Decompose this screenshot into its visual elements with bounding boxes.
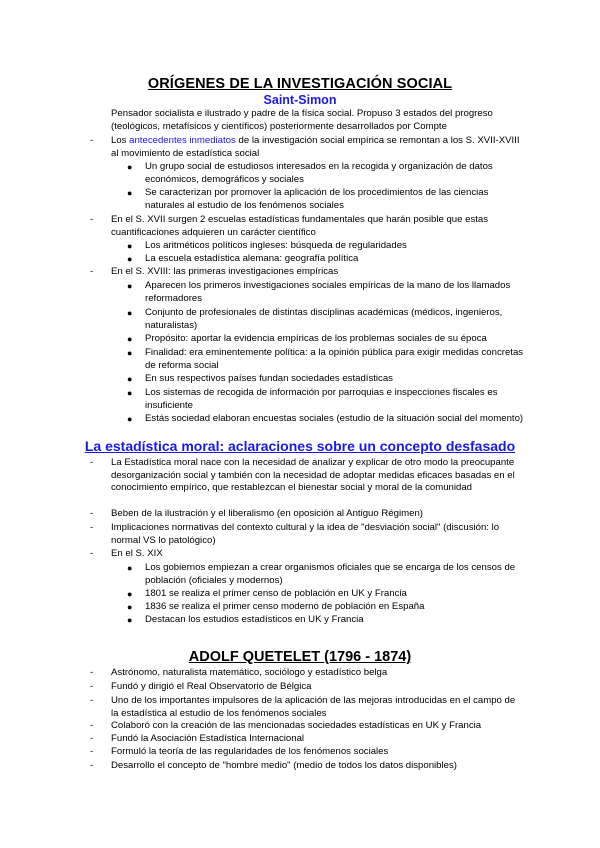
list-item: ● 1836 se realiza el primer censo moderno de población en España	[127, 601, 425, 612]
section-title-estadistica-moral: La estadística moral: aclaraciones sobre un concepto desfasado	[84, 438, 516, 454]
bullet-marker: ●	[127, 334, 133, 344]
section-origenes	[0, 76, 600, 92]
dash-marker: -	[90, 457, 94, 468]
list-item: ● Se caracterizan por promover la aplicación de los procedimientos de las ciencias naturales al estudio de los fenómenos sociales	[127, 187, 489, 211]
list-item: - En el S. XVIII: las primeras investigaciones empíricas	[90, 266, 339, 277]
list-item: ● Un grupo social de estudiosos interesados en la recogida y organización de datos económicos, demográficos y sociales	[127, 161, 493, 185]
list-item: ● Conjunto de profesionales de distintas disciplinas académicas (médicos, ingenieros, naturalistas)	[127, 307, 503, 331]
bullet-marker: ●	[127, 563, 133, 573]
bullet-marker: ●	[127, 348, 133, 358]
list-item: - Uno de los importantes impulsores de la aplicación de las mejoras introducidas en el campo de la estadística al estudio de los fenómenos sociales	[90, 695, 516, 719]
bullet-marker: ●	[127, 188, 133, 198]
list-item: - En el S. XVII surgen 2 escuelas estadísticas fundamentales que harán posible que estas cuantificaciones adquieren un carácter científico	[90, 214, 489, 238]
dash-marker: -	[90, 214, 94, 225]
dash-marker: -	[90, 720, 94, 731]
list-item: - En el S. XIX	[90, 548, 163, 559]
list-item: ● Aparecen los primeros investigaciones sociales empíricas de la mano de los llamados reformadores	[127, 280, 511, 304]
dash-marker: -	[90, 695, 94, 706]
dash-marker: -	[90, 760, 94, 771]
bullet-marker: ●	[127, 254, 133, 264]
intro-paragraph: Pensador socialista e ilustrado y padre de la física social. Propuso 3 estados del progreso (teológicos, metafísicos y científicos) posteriormente desarrollados por Compte	[111, 108, 493, 132]
bullet-marker: ●	[127, 589, 133, 599]
dash-marker: -	[90, 681, 94, 692]
dash-marker: -	[90, 667, 94, 678]
list-item: ● Los gobiernos empiezan a crear organismos oficiales que se encarga de los censos de población (oficiales y modernos)	[127, 562, 516, 586]
bullet-marker: ●	[127, 414, 133, 424]
dash-marker: -	[90, 266, 94, 277]
bullet-marker: ●	[127, 602, 133, 612]
bullet-marker: ●	[127, 281, 133, 291]
list-item: ● Destacan los estudios estadísticos en UK y Francia	[127, 614, 364, 625]
dash-marker: -	[90, 522, 94, 533]
list-item: - Beben de la ilustración y el liberalismo (en oposición al Antiguo Régimen)	[90, 508, 423, 519]
bullet-marker: ●	[127, 241, 133, 251]
page-title: ORÍGENES DE LA INVESTIGACIÓN SOCIAL	[147, 76, 453, 92]
bullet-marker: ●	[127, 388, 133, 398]
bullet-marker: ●	[127, 308, 133, 318]
list-item: - Los antecedentes inmediatos de la investigación social empírica se remontan a los S. XVII-XVIII al movimiento de estadística social	[90, 135, 520, 159]
list-item: ● La escuela estadística alemana: geografía política	[127, 253, 359, 264]
list-item: ● Los sistemas de recogida de información por parroquias e inspecciones fiscales es insuficiente	[127, 387, 498, 411]
list-item: - Astrónomo, naturalista matemático, sociólogo y estadístico belga	[90, 667, 388, 678]
list-item: - Fundó la Asociación Estadística Internacional	[90, 733, 305, 744]
dash-marker: -	[90, 135, 94, 146]
list-item: ● 1801 se realiza el primer censo de población en UK y Francia	[127, 588, 407, 599]
list-item: - Fundó y dirigió el Real Observatorio de Bélgica	[90, 681, 312, 692]
list-item: ● Los aritméticos políticos ingleses: búsqueda de regularidades	[127, 240, 407, 251]
list-item: - La Estadística moral nace con la necesidad de analizar y explicar de otro modo la preocupante desorganización social y también con la necesidad de adoptar medidas eficaces basadas en el conocimiento empírico, que restablezcan el bienestar social y moral de la comunidad	[90, 457, 515, 494]
list-item: ● En sus respectivos países fundan sociedades estadísticas	[127, 373, 393, 384]
dash-marker: -	[90, 746, 94, 757]
dash-marker: -	[90, 508, 94, 519]
list-item: - Implicaciones normativas del contexto cultural y la idea de "desviación social" (discusión: lo normal VS lo patológico)	[90, 522, 500, 546]
list-item: - Colaboró con la creación de las mencionadas sociedades estadísticas en UK y Francia	[90, 720, 482, 731]
subtitle-saint-simon: Saint-Simon	[263, 93, 337, 107]
list-item: ● Finalidad: era eminentemente política: a la opinión pública para exigir medidas concretas de reforma social	[127, 347, 524, 371]
dash-marker: -	[90, 733, 94, 744]
antecedentes-link[interactable]: antecedentes inmediatos	[129, 135, 236, 146]
bullet-marker: ●	[127, 162, 133, 172]
bullet-marker: ●	[127, 615, 133, 625]
bullet-marker: ●	[127, 374, 133, 384]
list-item: ● Propósito: aportar la evidencia empíricas de los problemas sociales de su época	[127, 333, 487, 344]
section-title-quetelet: ADOLF QUETELET (1796 - 1874)	[188, 649, 412, 665]
dash-marker: -	[90, 548, 94, 559]
list-item: - Formuló la teoría de las regularidades de los fenómenos sociales	[90, 746, 389, 757]
list-item: - Desarrollo el concepto de "hombre medio" (medio de todos los datos disponibles)	[90, 760, 457, 771]
list-item: ● Estás sociedad elaboran encuestas sociales (estudio de la situación social del momento)	[127, 413, 524, 424]
